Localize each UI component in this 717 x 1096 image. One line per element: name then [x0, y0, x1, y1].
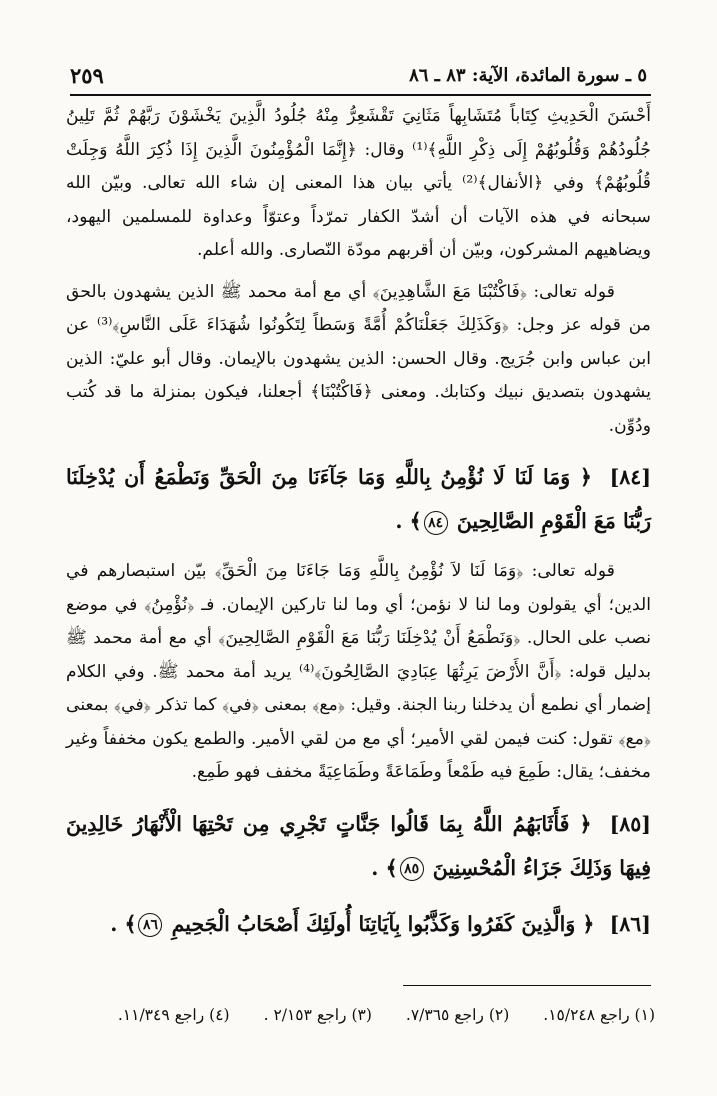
verse-84-text: ﴿ وَمَا لَنَا لَا نُؤْمِنُ بِاللَّهِ وَمَا جَآءَنَا مِنَ الْحَقِّ وَنَطْمَعُ أَن يُدْخِلَنَا رَبُّنَا مَعَ الْقَوْمِ الصَّالِحِينَ: [66, 465, 651, 533]
verse-85-number: [٨٥]: [609, 811, 651, 836]
verse-86-text: ﴿ وَالَّذِينَ كَفَرُوا وَكَذَّبُوا بِآيَاتِنَا أُولَئِكَ أَصْحَابُ الْجَحِيمِ: [171, 911, 595, 936]
footnote-2: (٢) راجع ٧/٣٦٥.: [405, 1006, 510, 1024]
verse-85: [66, 802, 651, 890]
footnote-divider: [403, 985, 651, 986]
footnotes: [60, 1006, 655, 1024]
verse-84: [66, 455, 651, 543]
verse-84-close: ﴾ .: [395, 509, 422, 533]
paragraph-3: قوله تعالى: ﴿وَمَا لَنَا لاَ نُؤْمِنُ بِاللَّهِ وَمَا جَاءَنَا مِنَ الْحَقِّ﴾ بيّن استبصارهم في الدين؛ أي يقولون وما لنا لا نؤمن؛ أي وما لنا تاركين الإيمان. فـ ﴿نُؤْمِنُ﴾ في موضع نصب على الحال. ﴿وَنَطْمَعُ أَنْ يُدْخِلَنَا رَبُّنَا مَعَ الْقَوْمِ الصَّالِحِينَ﴾ أي مع أمة محمد ﷺ بدليل قوله: ﴿أَنَّ الأَرْضَ يَرِثُهَا عِبَادِيَ الصَّالِحُونَ﴾⁽⁴⁾ يريد أمة محمد ﷺ. وفي الكلام إضمار أي نطمع أن يدخلنا ربنا الجنة. وقيل: ﴿مع﴾ بمعنى ﴿في﴾ كما تذكر ﴿في﴾ بمعنى ﴿مع﴾ تقول: كنت فيمن لقي الأمير؛ أي مع من لقي الأمير. والطمع يكون مخففاً وغير مخفف؛ يقال: طَمِعَ فيه طَمْعاً وطَمَاعَةً وطَمَاعِيَةً مخفف فهو طَمِع.: [66, 561, 651, 782]
verse-84-number: [٨٤]: [609, 465, 652, 489]
verse-86-close: ﴾ .: [110, 911, 137, 936]
verse-84-end-marker: ٨٤: [424, 511, 448, 535]
page-number: ٢٥٩: [70, 62, 104, 88]
surah-title: ٥ ـ سورة المائدة، الآية: ٨٣ ـ ٨٦: [409, 64, 647, 86]
footnote-3: (٣) راجع ٢/١٥٣ .: [263, 1006, 372, 1024]
verse-85-text: ﴿ فَأَثَابَهُمُ اللَّهُ بِمَا قَالُوا جَنَّاتٍ تَجْرِي مِن تَحْتِهَا الْأَنْهَارُ خَالِدِينَ فِيهَا وَذَلِكَ جَزَاءُ الْمُحْسِنِينَ: [66, 811, 651, 880]
footnote-4: (٤) راجع ١١/٣٤٩.: [117, 1006, 230, 1024]
verse-86: [66, 902, 651, 946]
verse-86-number: [٨٦]: [609, 911, 651, 936]
page-body: [66, 100, 651, 958]
header-divider: [70, 94, 651, 96]
paragraph-2: قوله تعالى: ﴿فَاكْتُبْنَا مَعَ الشَّاهِدِينَ﴾ أي مع أمة محمد ﷺ الذين يشهدون بالحق من قوله عز وجل: ﴿وَكَذَلِكَ جَعَلْنَاكُمْ أُمَّةً وَسَطاً لِتَكُونُوا شُهَدَاءَ عَلَى النَّاسِ﴾⁽³⁾ عن ابن عباس وابن جُرَيج. وقال الحسن: الذين يشهدون بالإيمان. وقال أبو عليّ: الذين يشهدون بتصديق نبيك وكتابك. ومعنى ﴿فَاكْتُبْنَا﴾ أجعلنا، فيكون بمنزلة ما قد كُتب ودُوِّن.: [66, 281, 651, 436]
verse-86-end-marker: ٨٦: [138, 913, 162, 937]
paragraph-1: أَحْسَنَ الْحَدِيثِ كِتَاباً مُتَشَابِهاً مَثَانِيَ تَقْشَعِرُّ مِنْهُ جُلُودُ الَّذِينَ يَخْشَوْنَ رَبَّهُمْ ثُمَّ تَلِينُ جُلُودُهُمْ وَقُلُوبُهُمْ إِلَى ذِكْرِ اللَّهِ﴾⁽¹⁾ وقال: ﴿إِنَّمَا الْمُؤْمِنُونَ الَّذِينَ إِذَا ذُكِرَ اللَّهُ وَجِلَتْ قُلُوبُهُمْ﴾ وفي ﴿الأنفال﴾⁽²⁾ يأتي بيان هذا المعنى إن شاء الله تعالى. وبيّن الله سبحانه في هذه الآيات أن أشدّ الكفار تمرّداً وعتوّاً وعداوة للمسلمين اليهود، ويضاهيهم المشركون، وبيّن أن أقربهم مودّة النّصارى. والله أعلم.: [66, 106, 651, 260]
verse-85-end-marker: ٨٥: [400, 857, 424, 881]
verse-85-close: ﴾ .: [371, 855, 398, 880]
footnote-1: (١) راجع ١٥/٢٤٨.: [543, 1006, 655, 1024]
page-header: [70, 58, 647, 92]
